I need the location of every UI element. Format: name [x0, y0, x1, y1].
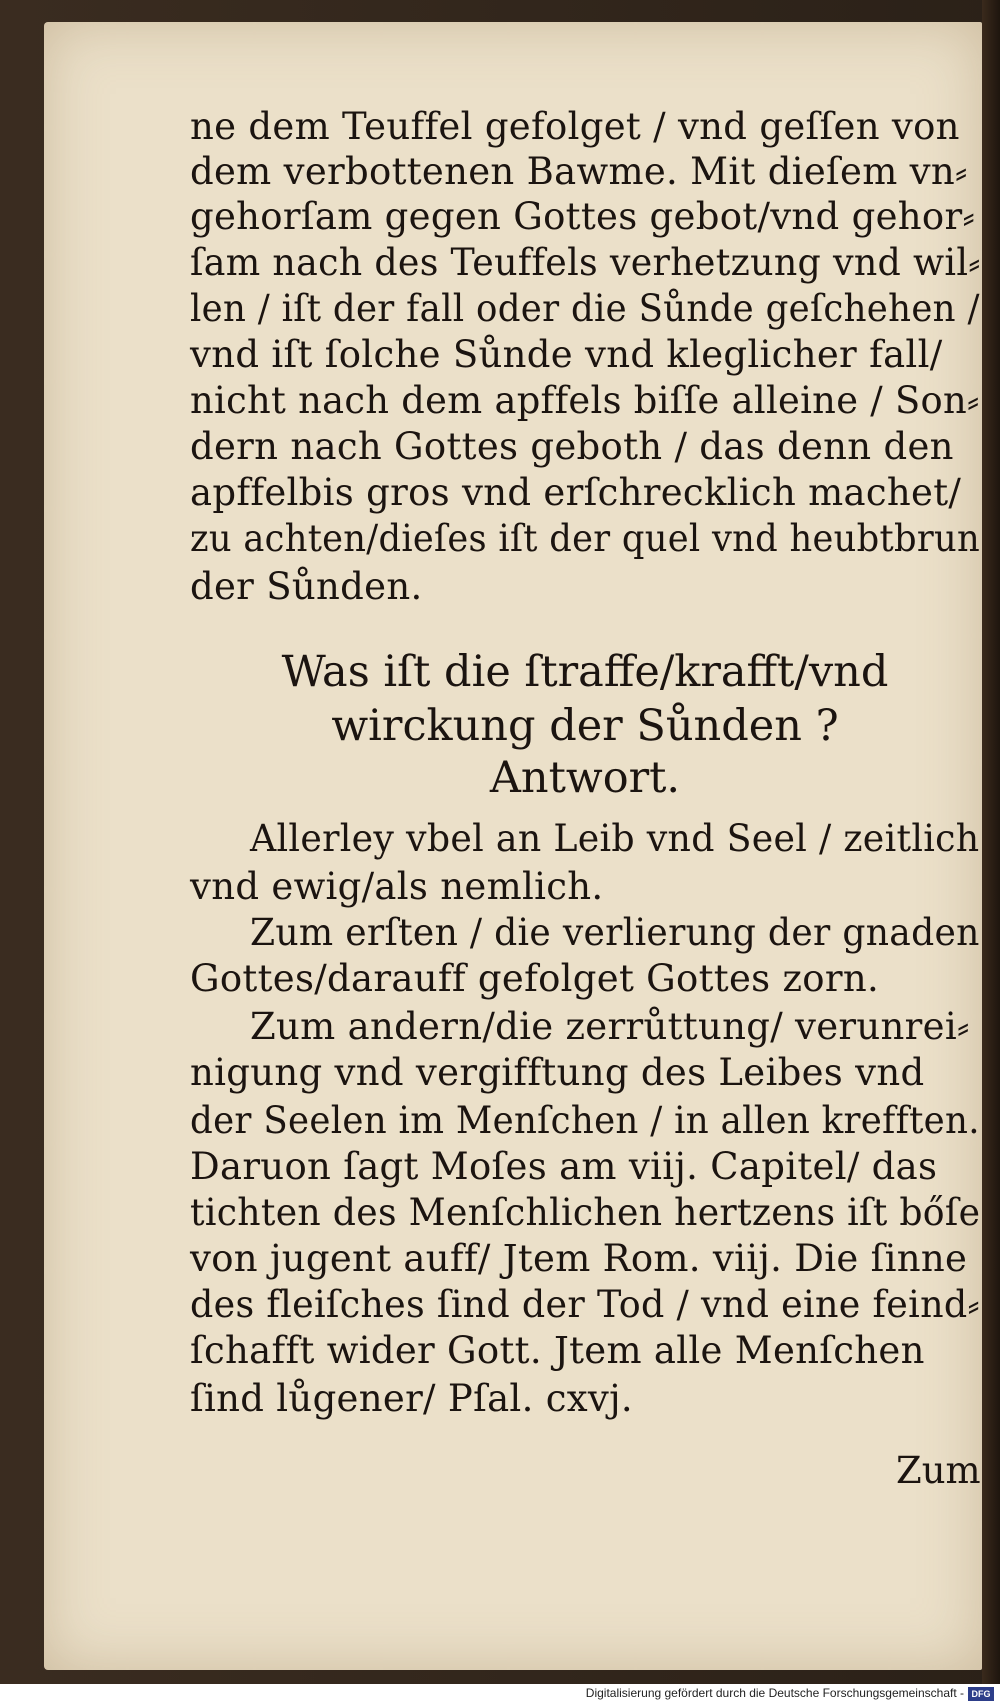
text-line: Allerley vbel an Leib vnd Seel / zeitlich — [250, 817, 980, 860]
text-line: des fleiſches ſind der Tod / vnd eine feind⸗ — [190, 1283, 980, 1326]
section-heading-line: wirckung der Sůnden ? — [331, 701, 839, 751]
section-heading-line: Antwort. — [489, 753, 681, 803]
text-line: ſchafft wider Gott. Jtem alle Menſchen — [190, 1329, 925, 1372]
digitization-footer — [0, 1684, 1000, 1704]
text-line: ſind lůgener/ Pſal. cxvj. — [190, 1377, 633, 1420]
text-line: Gottes/darauff gefolget Gottes zorn. — [190, 957, 880, 1000]
text-line: nigung vnd vergifftung des Leibes vnd — [190, 1051, 925, 1094]
text-line: zu achten/dieſes iſt der quel vnd heubtbrun — [190, 517, 980, 560]
text-line: der Sůnden. — [190, 565, 423, 608]
text-line: nicht nach dem apffels biſſe alleine / Son⸗ — [190, 379, 980, 422]
text-line: vnd ewig/als nemlich. — [190, 865, 604, 908]
funding-credit: Digitalisierung gefördert durch die Deutsche Forschungsgemeinschaft - — [585, 1686, 964, 1700]
text-line: ſam nach des Teuffels verhetzung vnd wil⸗ — [190, 241, 981, 284]
text-line: von jugent auff/ Jtem Rom. viij. Die ſinne — [190, 1237, 968, 1280]
text-line: ne dem Teuffel gefolget / vnd geſſen von — [190, 105, 960, 148]
dfg-logo: DFG — [968, 1687, 994, 1701]
text-line: tichten des Menſchlichen hertzens iſt bőſe — [190, 1191, 981, 1234]
text-line: len / iſt der fall oder die Sůnde geſchehen / — [190, 287, 980, 330]
text-line: gehorſam gegen Gottes gebot/vnd gehor⸗ — [190, 195, 976, 238]
text-line: apffelbis gros vnd erſchrecklich machet/ — [190, 471, 962, 514]
text-line: dern nach Gottes geboth / das denn den — [190, 425, 954, 468]
text-line: Zum erſten / die verlierung der gnaden — [250, 911, 980, 954]
book-spine-edge — [982, 0, 1000, 1704]
text-line: vnd iſt ſolche Sůnde vnd kleglicher fall/ — [190, 333, 943, 376]
text-line: Daruon ſagt Moſes am viij. Capitel/ das — [190, 1145, 938, 1188]
section-heading-line: Was iſt die ſtraffe/krafft/vnd — [281, 647, 889, 697]
text-line: der Seelen im Menſchen / in allen krefften. — [190, 1099, 980, 1142]
catchword: Zum — [896, 1449, 981, 1492]
text-line: Zum andern/die zerrůttung/ verunrei⸗ — [250, 1005, 970, 1048]
text-line: dem verbottenen Bawme. Mit dieſem vn⸗ — [190, 150, 968, 193]
